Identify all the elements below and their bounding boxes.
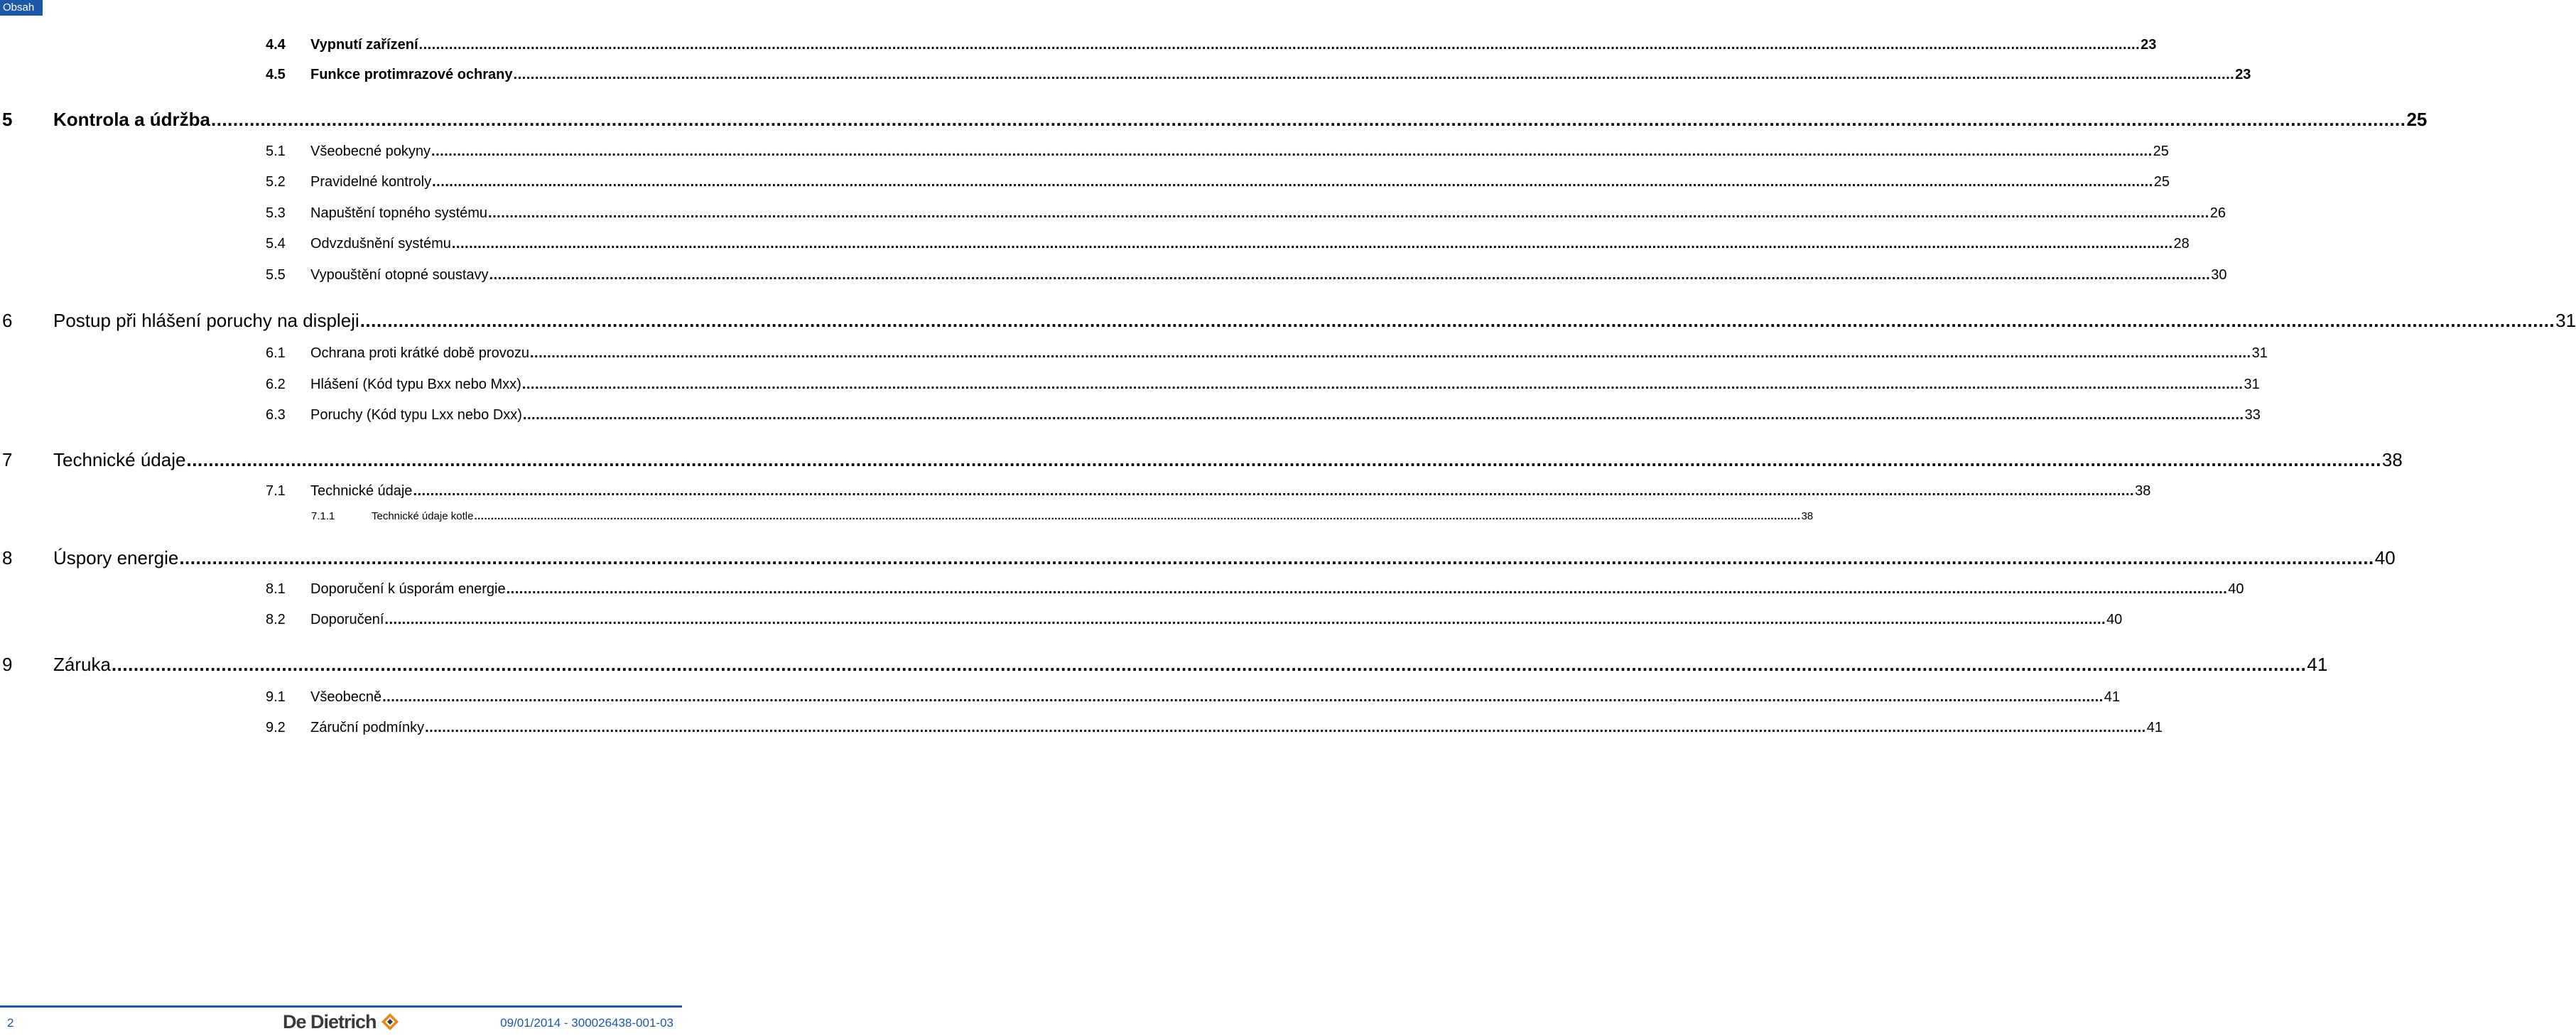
toc-entry[interactable]: [266, 483, 2151, 500]
toc-dot-leader: ................................................................................................................................................................................................................................................................................................................................................................................................................: [413, 483, 2135, 499]
toc-entry-title: Všeobecné pokyny: [310, 144, 431, 159]
toc-entry-number: 5.3: [266, 205, 286, 221]
toc-dot-leader: ................................................................................................................................................................................................................................................................................................................................................................................................................: [489, 267, 2211, 283]
toc-entry[interactable]: [311, 510, 1814, 522]
toc-dot-leader: ................................................................................................................................................................................................................................................................................................................................................................................................................: [513, 67, 2235, 82]
toc-entry-title: Doporučení k úsporám energie: [310, 581, 506, 597]
toc-entry-page: 28: [2173, 236, 2190, 252]
toc-entry-page: 41: [2307, 654, 2328, 675]
footer-divider: [0, 1005, 682, 1008]
toc-dot-leader: ................................................................................................................................................................................................................................................................................................................................................................................................................: [359, 310, 2555, 331]
toc-dot-leader: ................................................................................................................................................................................................................................................................................................................................................................................................................: [425, 720, 2146, 735]
toc-entry-number: 4.4: [266, 37, 286, 53]
toc-dot-leader: ................................................................................................................................................................................................................................................................................................................................................................................................................: [521, 377, 2244, 392]
toc-entry[interactable]: [266, 377, 2260, 393]
toc-dot-leader: ................................................................................................................................................................................................................................................................................................................................................................................................................: [488, 205, 2209, 221]
toc-entry-page: 23: [2235, 67, 2251, 82]
toc-entry-title: Odvzdušnění systému: [310, 236, 451, 252]
toc-entry-title: Pravidelné kontroly: [310, 174, 432, 190]
toc-entry-number: 9.1: [266, 689, 286, 705]
section-tab: Obsah: [0, 0, 43, 16]
toc-entry[interactable]: [266, 236, 2190, 252]
toc-entry[interactable]: [266, 345, 2268, 362]
toc-entry-title: Technické údaje: [310, 483, 413, 499]
toc-entry-title: Funkce protimrazové ochrany: [310, 67, 513, 82]
toc-entry-page: 26: [2209, 205, 2226, 221]
toc-entry[interactable]: [266, 407, 2261, 423]
toc-dot-leader: ................................................................................................................................................................................................................................................................................................................................................................................................................: [474, 510, 1801, 522]
toc-entry-page: 23: [2141, 37, 2157, 53]
toc-entry-number: 6: [2, 310, 13, 331]
toc-entry[interactable]: [2, 109, 2428, 131]
toc-entry-page: 33: [2244, 407, 2261, 423]
brand-emblem-icon: [381, 1013, 399, 1031]
toc-entry[interactable]: [2, 547, 2396, 569]
toc-entry-number: 8.1: [266, 581, 286, 597]
toc-entry-page: 31: [2244, 377, 2260, 392]
toc-dot-leader: ................................................................................................................................................................................................................................................................................................................................................................................................................: [186, 449, 2381, 470]
toc-entry[interactable]: [2, 654, 2328, 676]
toc-entry-title: Záruka: [53, 654, 111, 675]
toc-entry-title: Doporučení: [310, 612, 384, 627]
toc-entry-number: 8: [2, 547, 13, 568]
toc-entry-number: 5: [2, 109, 13, 130]
toc-entry-title: Ochrana proti krátké době provozu: [310, 345, 529, 361]
toc-entry-number: 6.2: [266, 377, 286, 392]
toc-entry[interactable]: [266, 267, 2227, 284]
toc-dot-leader: ................................................................................................................................................................................................................................................................................................................................................................................................................: [522, 407, 2244, 423]
toc-entry-page: 40: [2228, 581, 2244, 597]
toc-entry-number: 7.1: [266, 483, 286, 499]
toc-entry-title: Záruční podmínky: [310, 720, 425, 735]
toc-dot-leader: ................................................................................................................................................................................................................................................................................................................................................................................................................: [111, 654, 2307, 675]
toc-entry-title: Vypouštění otopné soustavy: [310, 267, 489, 283]
toc-entry-page: 31: [2251, 345, 2268, 361]
toc-dot-leader: ................................................................................................................................................................................................................................................................................................................................................................................................................: [418, 37, 2141, 53]
toc-entry-page: 25: [2406, 109, 2428, 130]
toc-entry-title: Kontrola a údržba: [53, 109, 211, 130]
toc-entry-page: 40: [2374, 547, 2396, 568]
toc-entry[interactable]: [266, 581, 2244, 598]
toc-entry-title: Hlášení (Kód typu Bxx nebo Mxx): [310, 377, 521, 392]
toc-dot-leader: ................................................................................................................................................................................................................................................................................................................................................................................................................: [506, 581, 2228, 597]
toc-entry[interactable]: [266, 144, 2169, 160]
brand-logo-text: De Dietrich: [283, 1010, 377, 1032]
toc-entry-title: Vypnutí zařízení: [310, 37, 418, 53]
toc-entry[interactable]: [266, 37, 2157, 53]
toc-dot-leader: ................................................................................................................................................................................................................................................................................................................................................................................................................: [211, 109, 2406, 130]
toc-dot-leader: ................................................................................................................................................................................................................................................................................................................................................................................................................: [431, 144, 2153, 159]
toc-entry-page: 40: [2106, 612, 2123, 627]
toc-entry-page: 38: [2381, 449, 2403, 470]
toc-entry-number: 7: [2, 449, 13, 470]
toc-dot-leader: ................................................................................................................................................................................................................................................................................................................................................................................................................: [432, 174, 2153, 190]
toc-entry-page: 25: [2153, 144, 2169, 159]
toc-entry[interactable]: [2, 310, 2576, 332]
toc-entry-number: 6.3: [266, 407, 286, 423]
toc-dot-leader: ................................................................................................................................................................................................................................................................................................................................................................................................................: [529, 345, 2251, 361]
brand-logo: [283, 1009, 399, 1035]
toc-entry-title: Technické údaje: [53, 449, 186, 470]
toc-entry-page: 31: [2555, 310, 2576, 331]
toc-entry-number: 5.4: [266, 236, 286, 252]
toc-entry-number: 5.5: [266, 267, 286, 283]
toc-entry[interactable]: [266, 689, 2120, 706]
toc-entry-number: 9: [2, 654, 13, 675]
toc-entry-page: 38: [1801, 510, 1814, 522]
toc-entry-page: 38: [2135, 483, 2151, 499]
toc-entry-title: Všeobecně: [310, 689, 382, 705]
toc-entry-number: 5.2: [266, 174, 286, 190]
toc-dot-leader: ................................................................................................................................................................................................................................................................................................................................................................................................................: [179, 547, 2374, 568]
toc-entry-page: 41: [2146, 720, 2163, 735]
toc-entry[interactable]: [2, 449, 2403, 471]
toc-entry-title: Postup při hlášení poruchy na displeji: [53, 310, 359, 331]
toc-entry-page: 30: [2211, 267, 2227, 283]
toc-entry[interactable]: [266, 612, 2123, 628]
toc-entry-title: Napuštění topného systému: [310, 205, 488, 221]
toc-entry-number: 8.2: [266, 612, 286, 627]
document-reference: 09/01/2014 - 300026438-001-03: [500, 1016, 673, 1030]
toc-entry-page: 41: [2104, 689, 2120, 705]
toc-entry-page: 25: [2153, 174, 2170, 190]
toc-dot-leader: ................................................................................................................................................................................................................................................................................................................................................................................................................: [451, 236, 2173, 252]
toc-entry-number: 7.1.1: [311, 510, 335, 522]
toc-entry-title: Technické údaje kotle: [372, 510, 474, 522]
toc-entry-title: Poruchy (Kód typu Lxx nebo Dxx): [310, 407, 522, 423]
toc-entry-number: 5.1: [266, 144, 286, 159]
toc-entry-title: Úspory energie: [53, 547, 179, 568]
toc-entry-number: 9.2: [266, 720, 286, 735]
toc-dot-leader: ................................................................................................................................................................................................................................................................................................................................................................................................................: [382, 689, 2104, 705]
toc-entry[interactable]: [266, 174, 2170, 190]
toc-entry[interactable]: [266, 720, 2163, 736]
toc-entry[interactable]: [266, 205, 2226, 222]
toc-entry-number: 4.5: [266, 67, 286, 82]
toc-entry[interactable]: [266, 67, 2251, 83]
toc-dot-leader: ................................................................................................................................................................................................................................................................................................................................................................................................................: [384, 612, 2106, 627]
toc-entry-number: 6.1: [266, 345, 286, 361]
footer-page-number: 2: [7, 1016, 14, 1030]
